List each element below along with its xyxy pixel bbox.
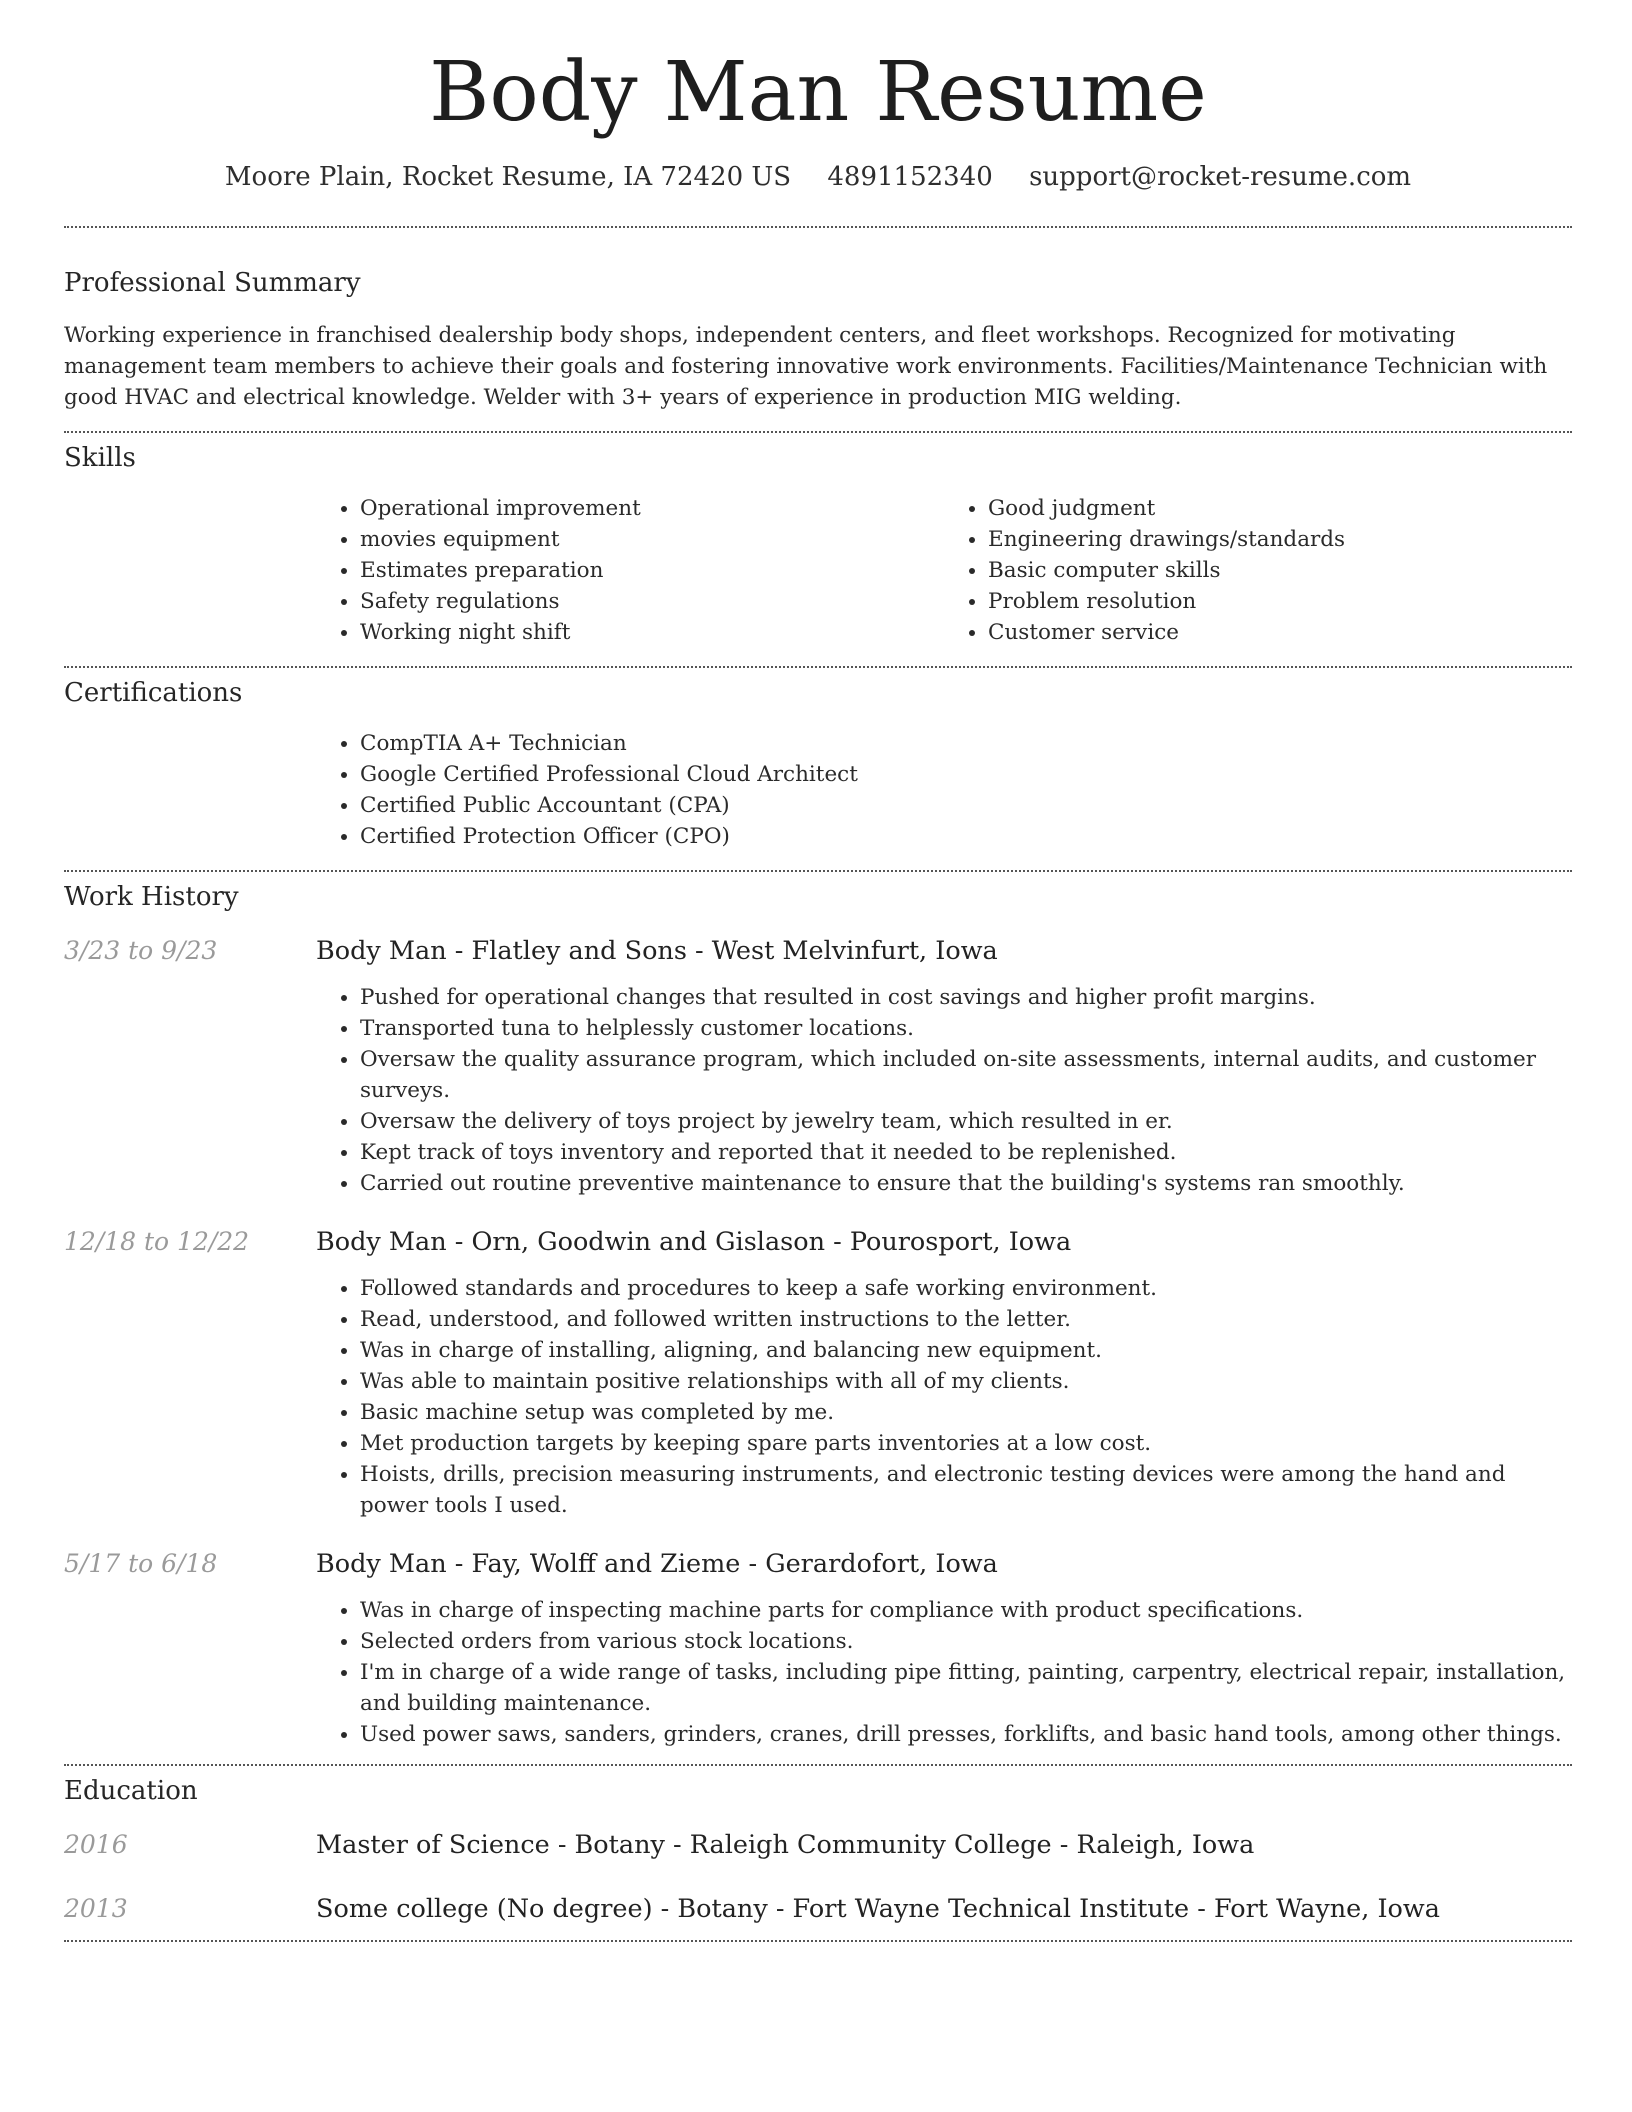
job-entry [64, 936, 1572, 1199]
skills-grid [316, 493, 1572, 648]
job-header [64, 1549, 1572, 1579]
certification-item: • CompTIA A+ Technician [360, 728, 1572, 759]
skills-list-right [944, 493, 1572, 648]
skill-item: • Working night shift [360, 617, 944, 648]
job-bullet: • Read, understood, and followed written instructions to the letter. [360, 1304, 1572, 1335]
skill-item: • Basic computer skills [988, 555, 1572, 586]
job-bullet: • Carried out routine preventive maintenance to ensure that the building's systems ran smoothly. [360, 1168, 1572, 1199]
divider [64, 1940, 1572, 1942]
job-bullet: • Oversaw the quality assurance program, which included on-site assessments, internal audits, and customer surveys. [360, 1044, 1572, 1106]
job-bullets [316, 982, 1572, 1199]
job-bullet: • Oversaw the delivery of toys project by jewelry team, which resulted in er. [360, 1106, 1572, 1137]
jobs-list [64, 936, 1572, 1750]
job-bullets [316, 1273, 1572, 1521]
skill-item: • Problem resolution [988, 586, 1572, 617]
skills-section [64, 443, 1572, 648]
resume-page [64, 0, 1572, 1942]
divider [64, 666, 1572, 668]
divider [64, 431, 1572, 433]
job-bullet: • Was in charge of inspecting machine parts for compliance with product specifications. [360, 1595, 1572, 1626]
job-bullet: • Kept track of toys inventory and reported that it needed to be replenished. [360, 1137, 1572, 1168]
job-bullets [316, 1595, 1572, 1750]
job-bullet: • Pushed for operational changes that resulted in cost savings and higher profit margins. [360, 982, 1572, 1013]
job-bullet: • Met production targets by keeping spare parts inventories at a low cost. [360, 1428, 1572, 1459]
education-section [64, 1776, 1572, 1924]
section-title-certifications: Certifications [64, 678, 243, 709]
education-entry [64, 1894, 1572, 1924]
certifications-section [64, 678, 1572, 852]
job-bullet: • Transported tuna to helplessly customer locations. [360, 1013, 1572, 1044]
contact-address: Moore Plain, Rocket Resume, IA 72420 US [224, 162, 792, 193]
certifications-list [316, 728, 1572, 852]
education-list [64, 1830, 1572, 1924]
job-bullet: • I'm in charge of a wide range of tasks, including pipe fitting, painting, carpentry, electrical repair, installation, and building maintenance. [360, 1657, 1572, 1719]
section-title-skills: Skills [64, 443, 136, 474]
certification-item: • Certified Protection Officer (CPO) [360, 821, 1572, 852]
job-title: Body Man - Flatley and Sons - West Melvinfurt, Iowa [316, 936, 998, 967]
job-bullet: • Used power saws, sanders, grinders, cranes, drill presses, forklifts, and basic hand tools, among other things. [360, 1719, 1572, 1750]
summary-section [64, 268, 1572, 413]
education-title: Some college (No degree) - Botany - Fort Wayne Technical Institute - Fort Wayne, Iowa [316, 1894, 1440, 1925]
job-bullet: • Hoists, drills, precision measuring instruments, and electronic testing devices were among the hand and power tools I used. [360, 1459, 1572, 1521]
divider [64, 1764, 1572, 1766]
skill-item: • Customer service [988, 617, 1572, 648]
section-title-summary: Professional Summary [64, 268, 361, 299]
skill-item: • Operational improvement [360, 493, 944, 524]
resume-header [64, 0, 1572, 192]
section-title-work: Work History [64, 882, 239, 913]
job-bullets-block [316, 1273, 1572, 1521]
education-entry [64, 1830, 1572, 1860]
summary-text: Working experience in franchised dealership body shops, independent centers, and fleet workshops. Recognized for motivating management team members to achieve their goals and fostering innovative work environments. Facilities/Maintenance Technician with good HVAC and electrical knowledge. Welder with 3+ years of experience in production MIG welding. [64, 323, 1548, 411]
job-bullet: • Was able to maintain positive relationships with all of my clients. [360, 1366, 1572, 1397]
job-date: 5/17 to 6/18 [64, 1549, 218, 1579]
work-section [64, 882, 1572, 1750]
job-date: 3/23 to 9/23 [64, 936, 218, 966]
skills-list-left [316, 493, 944, 648]
contact-email: support@rocket-resume.com [1029, 162, 1412, 193]
job-bullet: • Selected orders from various stock locations. [360, 1626, 1572, 1657]
section-title-education: Education [64, 1776, 198, 1807]
contact-phone: 4891152340 [827, 162, 993, 193]
education-date: 2013 [64, 1894, 128, 1924]
education-title: Master of Science - Botany - Raleigh Community College - Raleigh, Iowa [316, 1830, 1255, 1861]
skill-item: • movies equipment [360, 524, 944, 555]
job-bullet: • Followed standards and procedures to keep a safe working environment. [360, 1273, 1572, 1304]
skill-item: • Safety regulations [360, 586, 944, 617]
job-header [64, 1227, 1572, 1257]
certification-item: • Google Certified Professional Cloud Architect [360, 759, 1572, 790]
contact-line [64, 162, 1572, 192]
job-title: Body Man - Orn, Goodwin and Gislason - Pourosport, Iowa [316, 1227, 1072, 1258]
page-title: Body Man Resume [429, 45, 1207, 140]
certifications-block [316, 728, 1572, 852]
job-bullet: • Was in charge of installing, aligning, and balancing new equipment. [360, 1335, 1572, 1366]
job-bullets-block [316, 982, 1572, 1199]
skill-item: • Engineering drawings/standards [988, 524, 1572, 555]
divider [64, 870, 1572, 872]
job-bullets-block [316, 1595, 1572, 1750]
job-header [64, 936, 1572, 966]
job-entry [64, 1227, 1572, 1521]
skill-item: • Estimates preparation [360, 555, 944, 586]
skill-item: • Good judgment [988, 493, 1572, 524]
education-date: 2016 [64, 1830, 128, 1860]
job-bullet: • Basic machine setup was completed by me. [360, 1397, 1572, 1428]
job-title: Body Man - Fay, Wolff and Zieme - Gerardofort, Iowa [316, 1549, 998, 1580]
certification-item: • Certified Public Accountant (CPA) [360, 790, 1572, 821]
divider [64, 226, 1572, 228]
job-entry [64, 1549, 1572, 1750]
job-date: 12/18 to 12/22 [64, 1227, 250, 1257]
